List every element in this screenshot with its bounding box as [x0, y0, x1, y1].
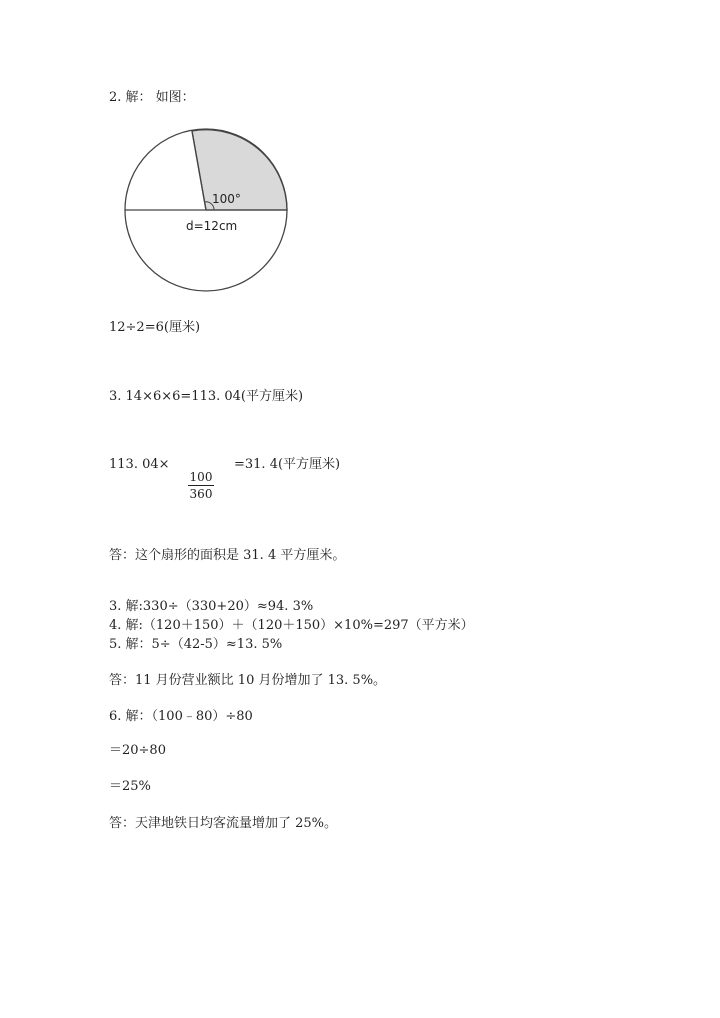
fraction — [188, 470, 214, 501]
step-5-calc: 5. 解：5÷（42-5）≈13. 5% — [109, 637, 283, 652]
sector-calc-left: 113. 04× — [109, 457, 170, 472]
step-6-answer: 答：天津地铁日均客流量增加了 25%。 — [109, 816, 338, 831]
step-6-line-3: ＝25% — [109, 779, 151, 794]
circle-sector-figure — [120, 124, 294, 298]
step-3-calc: 3. 解:330÷（330+20）≈94. 3% — [109, 599, 314, 614]
step-6-line-2: ＝20÷80 — [109, 743, 166, 758]
step-2-heading: 2. 解： 如图： — [109, 90, 195, 105]
fraction-bar — [188, 485, 214, 486]
area-calc: 3. 14×6×6=113. 04(平方厘米) — [109, 389, 304, 404]
sector-answer: 答：这个扇形的面积是 31. 4 平方厘米。 — [109, 548, 346, 563]
fraction-denominator: 360 — [189, 487, 213, 501]
radius-calc: 12÷2=6(厘米) — [109, 320, 201, 335]
step-5-answer: 答：11 月份营业额比 10 月份增加了 13. 5%。 — [109, 673, 387, 688]
circle-diagram — [120, 124, 294, 298]
fraction-numerator: 100 — [189, 470, 213, 484]
angle-label: 100° — [212, 192, 241, 206]
diameter-label: d=12cm — [186, 219, 238, 233]
step-6-calc: 6. 解：（100﹣80）÷80 — [109, 709, 253, 724]
step-4-calc: 4. 解:（120＋150）＋（120＋150）×10%=297（平方米） — [109, 618, 474, 633]
sector-calc-right: =31. 4(平方厘米) — [234, 457, 341, 472]
